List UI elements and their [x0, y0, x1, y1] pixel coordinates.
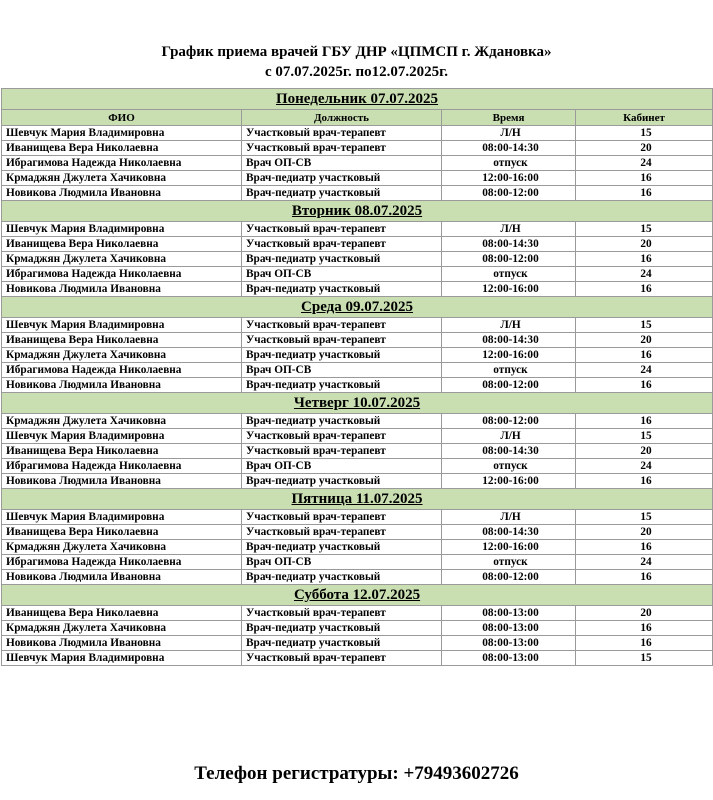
doctor-name-cell: Крмаджян Джулета Хачиковна [2, 540, 242, 555]
time-cell: 12:00-16:00 [442, 348, 576, 363]
time-cell: отпуск [442, 459, 576, 474]
time-cell: 08:00-12:00 [442, 252, 576, 267]
doctor-name-cell: Ибрагимова Надежда Николаевна [2, 363, 242, 378]
table-row [2, 282, 713, 297]
time-cell: 08:00-13:00 [442, 606, 576, 621]
doctor-name-cell: Крмаджян Джулета Хачиковна [2, 621, 242, 636]
table-row [2, 141, 713, 156]
room-cell: 16 [576, 378, 713, 393]
table-row [2, 222, 713, 237]
table-row [2, 378, 713, 393]
table-row [2, 555, 713, 570]
room-cell: 16 [576, 186, 713, 201]
table-row [2, 570, 713, 585]
doctor-name-cell: Шевчук Мария Владимировна [2, 651, 242, 666]
time-cell: отпуск [442, 363, 576, 378]
day-title: Суббота 12.07.2025 [2, 585, 713, 606]
doctor-name-cell: Ибрагимова Надежда Николаевна [2, 555, 242, 570]
table-row [2, 186, 713, 201]
room-cell: 15 [576, 222, 713, 237]
room-cell: 24 [576, 267, 713, 282]
time-cell: 12:00-16:00 [442, 540, 576, 555]
position-cell: Участковый врач-терапевт [242, 429, 442, 444]
room-cell: 16 [576, 474, 713, 489]
doctor-name-cell: Новикова Людмила Ивановна [2, 186, 242, 201]
room-cell: 20 [576, 606, 713, 621]
table-row [2, 414, 713, 429]
room-cell: 24 [576, 459, 713, 474]
column-header-row [2, 110, 713, 126]
room-cell: 15 [576, 651, 713, 666]
table-row [2, 363, 713, 378]
room-cell: 16 [576, 348, 713, 363]
time-cell: 08:00-14:30 [442, 525, 576, 540]
position-cell: Врач-педиатр участковый [242, 378, 442, 393]
day-title: Понедельник 07.07.2025 [2, 89, 713, 110]
room-cell: 15 [576, 510, 713, 525]
position-cell: Врач-педиатр участковый [242, 282, 442, 297]
doctor-name-cell: Новикова Людмила Ивановна [2, 474, 242, 489]
position-cell: Врач-педиатр участковый [242, 570, 442, 585]
doctor-name-cell: Шевчук Мария Владимировна [2, 126, 242, 141]
position-cell: Участковый врач-терапевт [242, 126, 442, 141]
position-cell: Участковый врач-терапевт [242, 651, 442, 666]
table-row [2, 252, 713, 267]
day-header-row [2, 393, 713, 414]
time-cell: 08:00-14:30 [442, 141, 576, 156]
table-row [2, 540, 713, 555]
doctor-name-cell: Ибрагимова Надежда Николаевна [2, 267, 242, 282]
doctor-name-cell: Иванищева Вера Николаевна [2, 606, 242, 621]
doctor-name-cell: Иванищева Вера Николаевна [2, 237, 242, 252]
column-header: Должность [242, 110, 442, 126]
day-title: Вторник 08.07.2025 [2, 201, 713, 222]
table-row [2, 348, 713, 363]
room-cell: 16 [576, 171, 713, 186]
position-cell: Участковый врач-терапевт [242, 318, 442, 333]
time-cell: 08:00-12:00 [442, 378, 576, 393]
position-cell: Участковый врач-терапевт [242, 222, 442, 237]
position-cell: Врач-педиатр участковый [242, 414, 442, 429]
day-header-row [2, 297, 713, 318]
position-cell: Участковый врач-терапевт [242, 444, 442, 459]
time-cell: отпуск [442, 555, 576, 570]
table-row [2, 510, 713, 525]
time-cell: 08:00-14:30 [442, 237, 576, 252]
schedule-table [1, 88, 713, 666]
position-cell: Врач-педиатр участковый [242, 171, 442, 186]
position-cell: Врач ОП-СВ [242, 156, 442, 171]
table-row [2, 267, 713, 282]
table-row [2, 651, 713, 666]
position-cell: Врач-педиатр участковый [242, 252, 442, 267]
doctor-name-cell: Новикова Людмила Ивановна [2, 636, 242, 651]
room-cell: 15 [576, 318, 713, 333]
room-cell: 24 [576, 555, 713, 570]
document-title: График приема врачей ГБУ ДНР «ЦПМСП г. Ждановка» [161, 44, 552, 60]
time-cell: 08:00-14:30 [442, 444, 576, 459]
position-cell: Врач-педиатр участковый [242, 348, 442, 363]
position-cell: Врач-педиатр участковый [242, 636, 442, 651]
table-row [2, 459, 713, 474]
column-header: ФИО [2, 110, 242, 126]
room-cell: 16 [576, 570, 713, 585]
date-range: с 07.07.2025г. по12.07.2025г. [264, 64, 449, 80]
time-cell: Л/Н [442, 318, 576, 333]
position-cell: Участковый врач-терапевт [242, 141, 442, 156]
doctor-name-cell: Шевчук Мария Владимировна [2, 510, 242, 525]
doctor-name-cell: Крмаджян Джулета Хачиковна [2, 348, 242, 363]
doctor-name-cell: Шевчук Мария Владимировна [2, 318, 242, 333]
table-row [2, 126, 713, 141]
time-cell: 08:00-12:00 [442, 570, 576, 585]
time-cell: 08:00-13:00 [442, 636, 576, 651]
position-cell: Врач ОП-СВ [242, 363, 442, 378]
time-cell: 12:00-16:00 [442, 171, 576, 186]
time-cell: 12:00-16:00 [442, 282, 576, 297]
day-title: Четверг 10.07.2025 [2, 393, 713, 414]
doctor-name-cell: Новикова Людмила Ивановна [2, 378, 242, 393]
document-header [0, 42, 713, 82]
time-cell: 08:00-12:00 [442, 186, 576, 201]
table-row [2, 636, 713, 651]
table-row [2, 444, 713, 459]
room-cell: 16 [576, 540, 713, 555]
time-cell: 12:00-16:00 [442, 474, 576, 489]
room-cell: 16 [576, 252, 713, 267]
position-cell: Врач-педиатр участковый [242, 474, 442, 489]
position-cell: Участковый врач-терапевт [242, 333, 442, 348]
time-cell: отпуск [442, 156, 576, 171]
table-row [2, 237, 713, 252]
column-header: Кабинет [576, 110, 713, 126]
table-row [2, 606, 713, 621]
table-row [2, 429, 713, 444]
doctor-name-cell: Новикова Людмила Ивановна [2, 282, 242, 297]
position-cell: Врач-педиатр участковый [242, 621, 442, 636]
room-cell: 16 [576, 282, 713, 297]
day-header-row [2, 489, 713, 510]
room-cell: 20 [576, 444, 713, 459]
column-header: Время [442, 110, 576, 126]
room-cell: 16 [576, 414, 713, 429]
room-cell: 24 [576, 363, 713, 378]
position-cell: Участковый врач-терапевт [242, 510, 442, 525]
table-row [2, 156, 713, 171]
doctor-name-cell: Крмаджян Джулета Хачиковна [2, 414, 242, 429]
doctor-name-cell: Ибрагимова Надежда Николаевна [2, 459, 242, 474]
day-header-row [2, 585, 713, 606]
table-row [2, 525, 713, 540]
table-row [2, 333, 713, 348]
position-cell: Врач ОП-СВ [242, 459, 442, 474]
time-cell: 08:00-14:30 [442, 333, 576, 348]
doctor-name-cell: Ибрагимова Надежда Николаевна [2, 156, 242, 171]
day-header-row [2, 201, 713, 222]
room-cell: 20 [576, 525, 713, 540]
room-cell: 20 [576, 141, 713, 156]
position-cell: Участковый врач-терапевт [242, 606, 442, 621]
doctor-name-cell: Шевчук Мария Владимировна [2, 429, 242, 444]
doctor-name-cell: Шевчук Мария Владимировна [2, 222, 242, 237]
time-cell: 08:00-12:00 [442, 414, 576, 429]
room-cell: 16 [576, 621, 713, 636]
room-cell: 24 [576, 156, 713, 171]
position-cell: Врач ОП-СВ [242, 267, 442, 282]
room-cell: 20 [576, 333, 713, 348]
doctor-name-cell: Крмаджян Джулета Хачиковна [2, 171, 242, 186]
position-cell: Врач-педиатр участковый [242, 540, 442, 555]
room-cell: 20 [576, 237, 713, 252]
time-cell: 08:00-13:00 [442, 621, 576, 636]
day-header-row [2, 89, 713, 110]
doctor-name-cell: Иванищева Вера Николаевна [2, 141, 242, 156]
doctor-name-cell: Новикова Людмила Ивановна [2, 570, 242, 585]
doctor-name-cell: Крмаджян Джулета Хачиковна [2, 252, 242, 267]
day-title: Среда 09.07.2025 [2, 297, 713, 318]
time-cell: 08:00-13:00 [442, 651, 576, 666]
room-cell: 15 [576, 429, 713, 444]
time-cell: Л/Н [442, 510, 576, 525]
position-cell: Врач ОП-СВ [242, 555, 442, 570]
table-row [2, 318, 713, 333]
time-cell: отпуск [442, 267, 576, 282]
room-cell: 16 [576, 636, 713, 651]
doctor-name-cell: Иванищева Вера Николаевна [2, 525, 242, 540]
position-cell: Врач-педиатр участковый [242, 186, 442, 201]
position-cell: Участковый врач-терапевт [242, 237, 442, 252]
time-cell: Л/Н [442, 126, 576, 141]
room-cell: 15 [576, 126, 713, 141]
doctor-name-cell: Иванищева Вера Николаевна [2, 333, 242, 348]
registry-phone: Телефон регистратуры: +79493602726 [194, 763, 519, 784]
table-row [2, 621, 713, 636]
table-row [2, 474, 713, 489]
table-row [2, 171, 713, 186]
day-title: Пятница 11.07.2025 [2, 489, 713, 510]
time-cell: Л/Н [442, 429, 576, 444]
position-cell: Участковый врач-терапевт [242, 525, 442, 540]
doctor-name-cell: Иванищева Вера Николаевна [2, 444, 242, 459]
time-cell: Л/Н [442, 222, 576, 237]
